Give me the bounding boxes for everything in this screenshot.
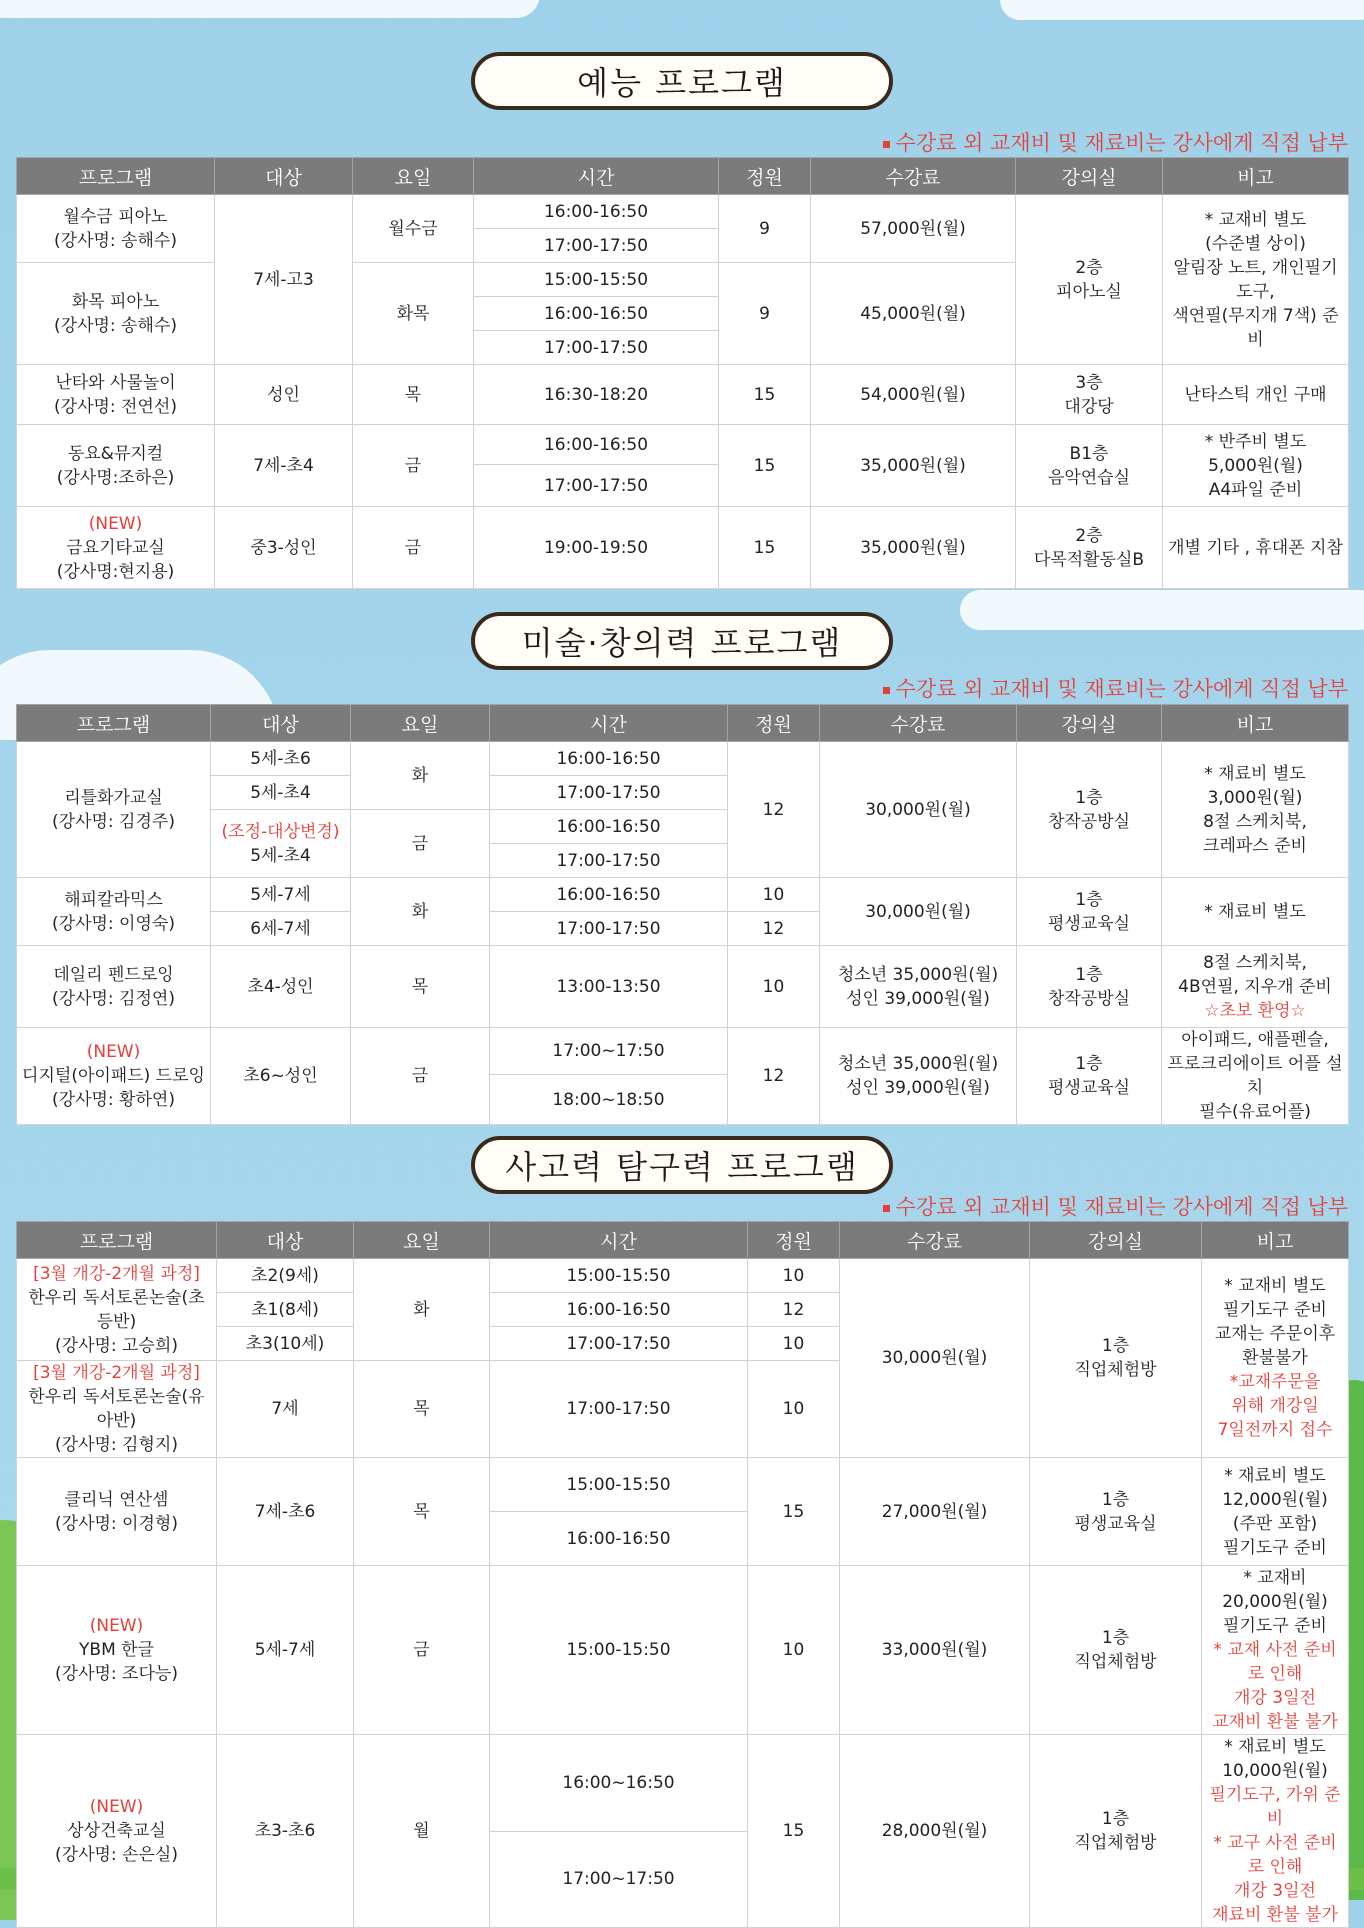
time: 17:00-17:50: [490, 776, 728, 810]
section-title-arts: 예능 프로그램: [471, 52, 893, 110]
col-day: 요일: [353, 158, 474, 195]
time: 16:00-16:50: [490, 742, 728, 776]
remark: 아이패드, 애플펜슬, 프로크리에이트 어플 설치 필수(유료어플): [1162, 1028, 1349, 1125]
time: 16:00-16:50: [490, 1512, 748, 1566]
remark-text: 8절 스케치북, 4B연필, 지우개 준비: [1178, 952, 1332, 997]
remark-text: * 교재비 20,000원(월) 필기도구 준비: [1222, 1568, 1328, 1636]
target: 5세-초4: [211, 776, 351, 810]
remark-text: * 교재비 별도 필기도구 준비 교재는 주문이후 환불불가: [1214, 1276, 1336, 1368]
remark: * 재료비 별도: [1162, 878, 1349, 946]
time: 17:00-17:50: [474, 331, 719, 365]
target: [211, 810, 351, 878]
col-remark: 비고: [1202, 1222, 1349, 1259]
fee: 35,000원(월): [811, 425, 1016, 507]
col-capacity: 정원: [719, 158, 811, 195]
room: 2층 다목적활동실B: [1016, 507, 1163, 589]
fee: 57,000원(월): [811, 195, 1016, 263]
program-name-text: 한우리 독서토론논술(초등반) (강사명: 고승희): [28, 1287, 205, 1356]
program-name-text: YBM 한글 (강사명: 조다능): [55, 1640, 178, 1684]
day: 목: [351, 946, 490, 1028]
program-name-text: 금요기타교실 (강사명:현지용): [56, 537, 175, 582]
day: 금: [353, 507, 474, 589]
col-day: 요일: [354, 1222, 490, 1259]
capacity: 10: [748, 1566, 840, 1735]
target: 7세-초6: [217, 1458, 354, 1566]
remark: * 교재비 별도 (수준별 상이) 알림장 노트, 개인필기도구, 색연필(무지개 7색) 준비: [1163, 195, 1349, 365]
table-row: [17, 425, 1349, 465]
capacity: 9: [719, 263, 811, 365]
program-name: [17, 1028, 211, 1125]
room: 1층 평생교육실: [1030, 1458, 1202, 1566]
fee: 54,000원(월): [811, 365, 1016, 425]
col-remark: 비고: [1163, 158, 1349, 195]
col-fee: 수강료: [811, 158, 1016, 195]
target: 6세-7세: [211, 912, 351, 946]
table-row: [17, 507, 1349, 589]
target: 5세-초6: [211, 742, 351, 776]
new-badge: (NEW): [88, 513, 143, 534]
time: 17:00-17:50: [474, 229, 719, 263]
remark-highlight: * 교재 사전 준비로 인해 개강 3일전 교재비 환불 불가: [1212, 1640, 1338, 1732]
room: 1층 창작공방실: [1017, 742, 1162, 878]
target: 초6~성인: [211, 1028, 351, 1125]
remark: [1202, 1735, 1349, 1928]
time: 17:00-17:50: [490, 1327, 748, 1361]
remark: [1162, 946, 1349, 1028]
room: 1층 직업체험방: [1030, 1566, 1202, 1735]
target: 7세: [217, 1361, 354, 1458]
remark: * 반주비 별도 5,000원(월) A4파일 준비: [1163, 425, 1349, 507]
time: 18:00~18:50: [490, 1075, 728, 1125]
remark: * 재료비 별도 3,000원(월) 8절 스케치북, 크레파스 준비: [1162, 742, 1349, 878]
time: 16:00-16:50: [474, 195, 719, 229]
time: 17:00~17:50: [490, 1028, 728, 1075]
time: 15:00-15:50: [474, 263, 719, 297]
table-art-creativity: [16, 704, 1348, 1125]
cloud-top-left: [0, 0, 540, 18]
capacity: 15: [719, 425, 811, 507]
new-badge: (NEW): [86, 1042, 141, 1062]
table-row: [17, 1566, 1349, 1735]
section-title-thinking: 사고력 탐구력 프로그램: [471, 1136, 893, 1194]
program-name: [17, 1361, 217, 1458]
day: 목: [353, 365, 474, 425]
fee-note-3: 수강료 외 교재비 및 재료비는 강사에게 직접 납부: [883, 1191, 1348, 1221]
target: 5세-7세: [211, 878, 351, 912]
program-name: [17, 1259, 217, 1361]
day: 월: [354, 1735, 490, 1928]
target: 초4-성인: [211, 946, 351, 1028]
room: 2층 피아노실: [1016, 195, 1163, 365]
course-period-note: [3월 개강-2개월 과정]: [33, 1363, 200, 1383]
program-name: [17, 1566, 217, 1735]
day: 금: [354, 1566, 490, 1735]
target: 초3(10세): [217, 1327, 354, 1361]
day: 월수금: [353, 195, 474, 263]
col-target: 대상: [215, 158, 353, 195]
fee: 30,000원(월): [840, 1259, 1030, 1458]
fee: 30,000원(월): [820, 742, 1017, 878]
program-name: 클리닉 연산셈 (강사명: 이경형): [17, 1458, 217, 1566]
target-change-note: (조정-대상변경): [221, 821, 340, 842]
target: 중3-성인: [215, 507, 353, 589]
capacity: 10: [728, 946, 820, 1028]
new-badge: (NEW): [89, 1616, 144, 1636]
fee-note-1: 수강료 외 교재비 및 재료비는 강사에게 직접 납부: [883, 127, 1348, 157]
day: 화목: [353, 263, 474, 365]
day: 목: [354, 1361, 490, 1458]
table-header: [17, 158, 1349, 195]
course-period-note: [3월 개강-2개월 과정]: [33, 1263, 200, 1284]
program-name: 난타와 사물놀이 (강사명: 전연선): [17, 365, 215, 425]
time: 15:00-15:50: [490, 1566, 748, 1735]
program-name: 월수금 피아노 (강사명: 송해수): [17, 195, 215, 263]
cloud-mid-right: [960, 590, 1364, 630]
remark: * 재료비 별도 12,000원(월) (주판 포함) 필기도구 준비: [1202, 1458, 1349, 1566]
table-row: [17, 1028, 1349, 1075]
program-name-text: 상상건축교실 (강사명: 손은실): [55, 1821, 178, 1865]
fee: 청소년 35,000원(월) 성인 39,000원(월): [820, 946, 1017, 1028]
capacity: 15: [748, 1735, 840, 1928]
table-row: [17, 878, 1349, 912]
time: 17:00~17:50: [490, 1831, 748, 1928]
fee: 45,000원(월): [811, 263, 1016, 365]
remark-text: * 재료비 별도 10,000원(월): [1222, 1737, 1328, 1781]
col-time: 시간: [474, 158, 719, 195]
time: 17:00-17:50: [490, 844, 728, 878]
room: 1층 직업체험방: [1030, 1735, 1202, 1928]
table-row: [17, 1259, 1349, 1293]
table-row: [17, 946, 1349, 1028]
day: 화: [351, 878, 490, 946]
table-thinking: [16, 1221, 1348, 1928]
note-bullet-icon: [883, 1205, 890, 1212]
time: 16:00-16:50: [474, 425, 719, 465]
time: 16:00-16:50: [490, 1293, 748, 1327]
room: 1층 평생교육실: [1017, 878, 1162, 946]
remark: [1202, 1259, 1349, 1458]
table-row: [17, 1735, 1349, 1832]
time: 19:00-19:50: [474, 507, 719, 589]
target: 성인: [215, 365, 353, 425]
time: 13:00-13:50: [490, 946, 728, 1028]
fee-note-2: 수강료 외 교재비 및 재료비는 강사에게 직접 납부: [883, 673, 1348, 703]
day: 화: [354, 1259, 490, 1361]
program-name: 동요&뮤지컬 (강사명:조하은): [17, 425, 215, 507]
table-header: [17, 705, 1349, 742]
program-name: [17, 507, 215, 589]
program-name: 해피칼라믹스 (강사명: 이영숙): [17, 878, 211, 946]
day: 화: [351, 742, 490, 810]
time: 16:30-18:20: [474, 365, 719, 425]
room: B1층 음악연습실: [1016, 425, 1163, 507]
capacity: 15: [719, 365, 811, 425]
capacity: 15: [719, 507, 811, 589]
table-row: [17, 742, 1349, 776]
col-time: 시간: [490, 1222, 748, 1259]
remark-highlight: *교재주문을 위해 개강일 7일전까지 접수: [1217, 1372, 1333, 1440]
col-room: 강의실: [1030, 1222, 1202, 1259]
target-text: 5세-초4: [250, 845, 311, 866]
time: 17:00-17:50: [490, 1361, 748, 1458]
capacity: 9: [719, 195, 811, 263]
capacity: 12: [728, 742, 820, 878]
time: 16:00-16:50: [490, 878, 728, 912]
col-remark: 비고: [1162, 705, 1349, 742]
room: 1층 직업체험방: [1030, 1259, 1202, 1458]
table-row: [17, 365, 1349, 425]
program-name: 리틀화가교실 (강사명: 김경주): [17, 742, 211, 878]
col-program: 프로그램: [17, 705, 211, 742]
capacity: 10: [728, 878, 820, 912]
capacity: 10: [748, 1361, 840, 1458]
cloud-top-right: [1000, 0, 1364, 20]
time: 15:00-15:50: [490, 1458, 748, 1512]
time: 17:00-17:50: [490, 912, 728, 946]
capacity: 10: [748, 1259, 840, 1293]
note-bullet-icon: [883, 141, 890, 148]
target: 초2(9세): [217, 1259, 354, 1293]
room: 1층 창작공방실: [1017, 946, 1162, 1028]
fee: 33,000원(월): [840, 1566, 1030, 1735]
day: 금: [351, 810, 490, 878]
note-bullet-icon: [883, 687, 890, 694]
day: 금: [351, 1028, 490, 1125]
room: 1층 평생교육실: [1017, 1028, 1162, 1125]
col-time: 시간: [490, 705, 728, 742]
col-fee: 수강료: [840, 1222, 1030, 1259]
capacity: 12: [728, 1028, 820, 1125]
table-header: [17, 1222, 1349, 1259]
program-name: 데일리 펜드로잉 (강사명: 김정연): [17, 946, 211, 1028]
program-name: [17, 1735, 217, 1928]
table-row: [17, 1458, 1349, 1512]
col-room: 강의실: [1017, 705, 1162, 742]
time: 17:00-17:50: [474, 465, 719, 507]
col-target: 대상: [211, 705, 351, 742]
time: 15:00-15:50: [490, 1259, 748, 1293]
section-title-art-creativity: 미술·창의력 프로그램: [471, 612, 893, 670]
capacity: 12: [728, 912, 820, 946]
fee: 35,000원(월): [811, 507, 1016, 589]
fee: 청소년 35,000원(월) 성인 39,000원(월): [820, 1028, 1017, 1125]
col-program: 프로그램: [17, 1222, 217, 1259]
remark: 난타스틱 개인 구매: [1163, 365, 1349, 425]
capacity: 12: [748, 1293, 840, 1327]
col-day: 요일: [351, 705, 490, 742]
col-target: 대상: [217, 1222, 354, 1259]
time: 16:00~16:50: [490, 1735, 748, 1832]
col-room: 강의실: [1016, 158, 1163, 195]
day: 금: [353, 425, 474, 507]
target: 7세-초4: [215, 425, 353, 507]
remark: [1202, 1566, 1349, 1735]
col-program: 프로그램: [17, 158, 215, 195]
program-name-text: 한우리 독서토론논술(유아반) (강사명: 김형지): [28, 1387, 205, 1455]
time: 16:00-16:50: [490, 810, 728, 844]
fee: 28,000원(월): [840, 1735, 1030, 1928]
col-capacity: 정원: [728, 705, 820, 742]
target: 5세-7세: [217, 1566, 354, 1735]
table-arts: [16, 157, 1348, 589]
remark-highlight: 필기도구, 가위 준비 * 교구 사전 준비로 인해 개강 3일전 재료비 환불 불가: [1209, 1785, 1341, 1925]
capacity: 15: [748, 1458, 840, 1566]
target: 7세-고3: [215, 195, 353, 365]
room: 3층 대강당: [1016, 365, 1163, 425]
fee: 27,000원(월): [840, 1458, 1030, 1566]
table-row: [17, 195, 1349, 229]
capacity: 10: [748, 1327, 840, 1361]
new-badge: (NEW): [89, 1797, 144, 1817]
program-name-text: 디지털(아이패드) 드로잉 (강사명: 황하연): [22, 1066, 205, 1110]
remark-highlight: ☆초보 환영☆: [1204, 1000, 1306, 1021]
remark: 개별 기타 , 휴대폰 지참: [1163, 507, 1349, 589]
target: 초3-초6: [217, 1735, 354, 1928]
day: 목: [354, 1458, 490, 1566]
time: 16:00-16:50: [474, 297, 719, 331]
program-name: 화목 피아노 (강사명: 송해수): [17, 263, 215, 365]
col-capacity: 정원: [748, 1222, 840, 1259]
target: 초1(8세): [217, 1293, 354, 1327]
fee: 30,000원(월): [820, 878, 1017, 946]
col-fee: 수강료: [820, 705, 1017, 742]
